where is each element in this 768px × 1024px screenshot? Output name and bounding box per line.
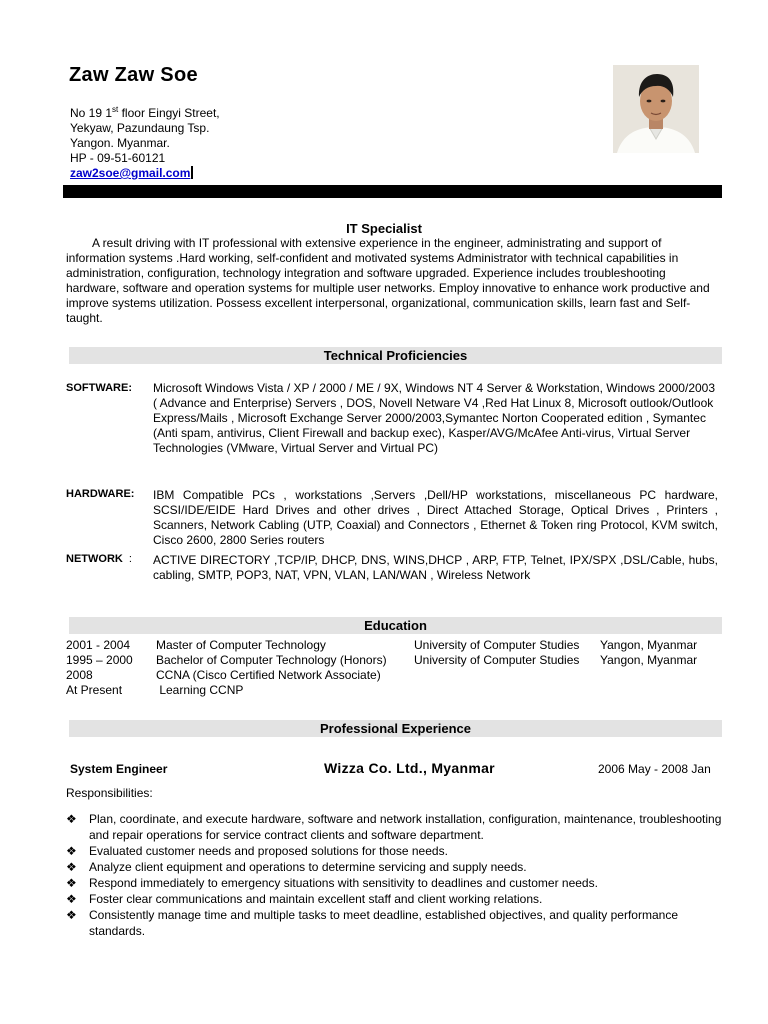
summary-first-line: A result driving with IT professional with extensive experience in the engineer, administrating and support of xyxy=(92,236,662,250)
email-link[interactable]: zaw2soe@gmail.com xyxy=(70,166,191,180)
bullet-diamond-icon: ❖ xyxy=(66,812,77,826)
education-row: 2008 CCNA (Cisco Certified Network Associate) xyxy=(66,668,381,682)
technical-section-header: Technical Proficiencies xyxy=(69,347,722,364)
network-text: ACTIVE DIRECTORY ,TCP/IP, DHCP, DNS, WINS,DHCP , ARP, FTP, Telnet, IPX/SPX ,DSL/Cable, hubs, cabling, SMTP, POP3, NAT, VPN, VLAN, LAN/WAN , Wireless Network xyxy=(153,553,718,582)
objective-title: IT Specialist xyxy=(346,221,422,236)
address-line-2: Yekyaw, Pazundaung Tsp. xyxy=(70,121,210,135)
education-row: At Present Learning CCNP xyxy=(66,683,244,697)
list-item: ❖ Foster clear communications and maintain excellent staff and client working relations. xyxy=(66,892,543,906)
objective-summary xyxy=(66,236,718,326)
education-row: 1995 – 2000 Bachelor of Computer Technology (Honors) University of Computer Studies Yangon, Myanmar xyxy=(66,653,698,667)
text-cursor xyxy=(191,166,193,179)
responsibilities-heading: Responsibilities: xyxy=(66,786,153,800)
profile-photo xyxy=(613,65,699,153)
bullet-diamond-icon: ❖ xyxy=(66,876,77,890)
job-title: System Engineer xyxy=(70,762,168,776)
address-line-1: No 19 1st floor Eingyi Street, xyxy=(70,105,220,120)
software-text: Microsoft Windows Vista / XP / 2000 / ME / 9X, Windows NT 4 Server & Workstation, Windows 2000/2003 ( Advance and Enterprise) Servers , DOS, Novell Netware V4 ,Red Hat Linux 8, Microsoft outlook/Outlook Express/Mails , Microsoft Exchange Server 2000/2003,Symantec Norton Cooperated edition , Symantec (Anti spam, antivirus, Client Firewall and backup exec), Kasper/AVG/McAfee Anti-virus, Virtual Server Technologies (VMware, Virtual Server and Virtual PC) xyxy=(153,381,716,455)
bullet-diamond-icon: ❖ xyxy=(66,844,77,858)
education-row: 2001 - 2004 Master of Computer Technology University of Computer Studies Yangon, Myanmar xyxy=(66,638,698,652)
list-item: ❖ Consistently manage time and multiple tasks to meet deadline, established objectives, and quality performance standards. xyxy=(66,908,678,938)
address-line-3: Yangon. Myanmar. xyxy=(70,136,170,150)
bullet-diamond-icon: ❖ xyxy=(66,892,77,906)
list-item: ❖ Evaluated customer needs and proposed solutions for those needs. xyxy=(66,844,448,858)
list-item: ❖ Analyze client equipment and operations to determine servicing and supply needs. xyxy=(66,860,527,874)
bullet-diamond-icon: ❖ xyxy=(66,860,77,874)
bullet-diamond-icon: ❖ xyxy=(66,908,77,922)
software-label: SOFTWARE: xyxy=(66,382,132,394)
phone-number: HP - 09-51-60121 xyxy=(70,151,166,165)
hardware-text: IBM Compatible PCs , workstations ,Servers ,Dell/HP workstations, miscellaneous PC hardware, SCSI/IDE/EIDE Hard Drives and other drives , Direct Attached Storage, Optical Drives , Printers , Scanners, Network Cabling (UTP, Coaxial) and Connectors , Ethernet & Token ring Protocol, KVM switch, Cisco 2600, 2800 Series routers xyxy=(153,488,718,547)
contact-block xyxy=(70,102,220,181)
header-divider xyxy=(63,185,722,198)
company-name: Wizza Co. Ltd., Myanmar xyxy=(324,760,495,776)
employment-dates: 2006 May - 2008 Jan xyxy=(598,762,711,776)
candidate-name: Zaw Zaw Soe xyxy=(69,64,198,86)
list-item: ❖ Respond immediately to emergency situations with sensitivity to deadlines and customer needs. xyxy=(66,876,598,890)
network-label: NETWORK : xyxy=(66,553,132,565)
education-section-header: Education xyxy=(69,617,722,634)
hardware-label: HARDWARE: xyxy=(66,488,135,500)
experience-section-header: Professional Experience xyxy=(69,720,722,737)
list-item: ❖ Plan, coordinate, and execute hardware, software and network installation, configuration, maintenance, troubleshooting and repair operations for service contract clients and software department. xyxy=(66,812,722,842)
responsibilities-list xyxy=(66,811,726,939)
summary-body: information systems .Hard working, self-confident and motivated systems Administrator with technical capabilities in administration, configuration, technology integration and software upgraded. Experience includes troubleshooting hardware, software and operation systems for multiple user networks. Employ innovative to enhance work productive and improve systems utilization. Possess excellent interpersonal, organizational, communication skills, learn fast and Self-taught. xyxy=(66,251,710,325)
